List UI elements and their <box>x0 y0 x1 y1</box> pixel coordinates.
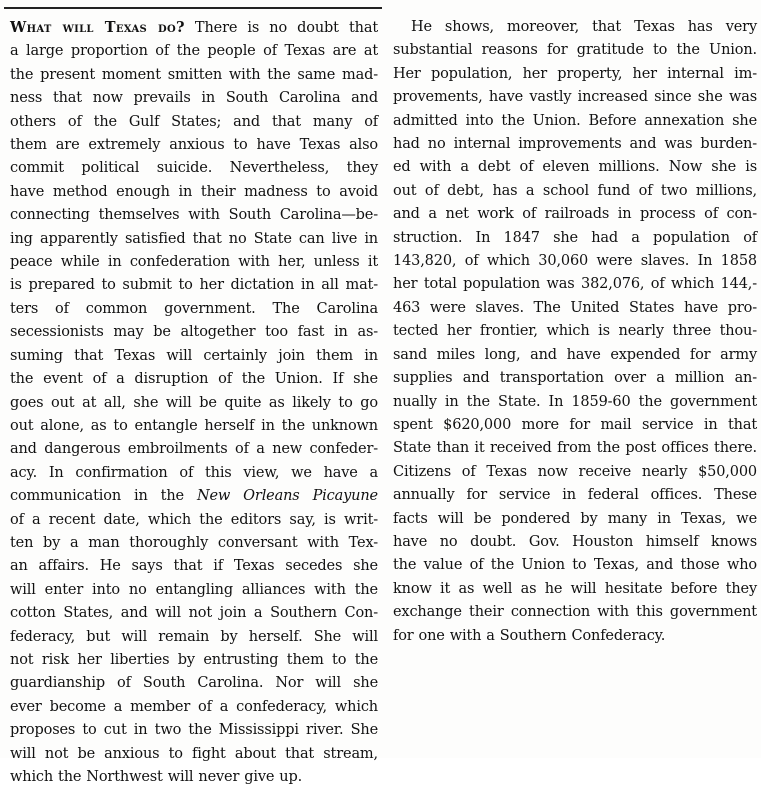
text-line: for one with a Southern Confederacy. <box>393 627 666 644</box>
text-line: ever become a member of a confederacy, which <box>10 698 378 715</box>
text-line: out alone, as to entangle herself in the unknown <box>10 417 378 434</box>
text-line: proposes to cut in two the Mississippi river. She <box>10 722 378 739</box>
text-line: ters of common government. The Carolina <box>10 300 378 317</box>
text-line: suming that Texas will certainly join them in <box>10 347 378 364</box>
text-line: out of debt, has a school fund of two millions, <box>393 182 757 199</box>
text-line: secessionists may be altogether too fast in as- <box>10 324 378 341</box>
text-fragment: There is no doubt that <box>184 20 379 36</box>
text-line: annually for service in federal offices. These <box>393 487 757 504</box>
text-line <box>10 16 378 40</box>
text-line: her total population was 382,076, of which 144,- <box>393 276 757 293</box>
right-column <box>393 16 757 648</box>
text-line: facts will be pondered by many in Texas, we <box>393 510 757 527</box>
text-line: nually in the State. In 1859-60 the government <box>393 393 757 410</box>
text-line: commit political suicide. Nevertheless, they <box>10 160 378 177</box>
text-line: admitted into the Union. Before annexation she <box>393 112 757 129</box>
text-line: cotton States, and will not join a Southern Con- <box>10 605 378 622</box>
text-line: the value of the Union to Texas, and those who <box>393 557 757 574</box>
newspaper-name: New Orleans Picayune <box>196 488 378 505</box>
text-line <box>10 485 378 508</box>
text-line: will not be anxious to fight about that stream, <box>10 745 378 762</box>
text-line: have no doubt. Gov. Houston himself knows <box>393 533 757 550</box>
text-fragment: communication in the <box>10 488 197 505</box>
text-line: Her population, her property, her internal im- <box>393 65 757 82</box>
text-line: State than it received from the post offices there. <box>393 440 757 457</box>
text-line: tected her frontier, which is nearly three thou- <box>393 323 757 340</box>
text-line: exchange their connection with this government <box>393 604 757 621</box>
left-column <box>10 16 378 789</box>
text-line: not risk her liberties by entrusting them to the <box>10 651 378 668</box>
text-line: the present moment smitten with the same mad- <box>10 66 378 83</box>
text-line: of a recent date, which the editors say, is writ- <box>10 511 378 528</box>
text-line: connecting themselves with South Carolina—be- <box>10 207 378 224</box>
column-rule <box>4 7 382 9</box>
article-heading: What will Texas do? <box>10 19 185 36</box>
text-line: have method enough in their madness to avoid <box>10 183 378 200</box>
text-line: the event of a disruption of the Union. If she <box>10 371 378 388</box>
text-line: others of the Gulf States; and that many of <box>10 113 378 130</box>
text-line: and a net work of railroads in process of con- <box>393 206 757 223</box>
text-line: which the Northwest will never give up. <box>10 769 303 785</box>
text-line: is prepared to submit to her dictation in all mat- <box>10 277 378 294</box>
text-line: Citizens of Texas now receive nearly $50,000 <box>393 463 757 480</box>
text-line: and dangerous embroilments of a new confeder- <box>10 441 378 458</box>
text-line: 143,820, of which 30,060 were slaves. In 1858 <box>393 253 757 270</box>
text-line: ing apparently satisfied that no State can live in <box>10 230 378 247</box>
text-line: ness that now prevails in South Carolina and <box>10 90 378 107</box>
text-line: ed with a debt of eleven millions. Now she is <box>393 159 757 176</box>
text-line: He shows, moreover, that Texas has very <box>411 19 757 35</box>
text-line: them are extremely anxious to have Texas also <box>10 137 378 154</box>
text-line: provements, have vastly increased since she was <box>393 89 757 106</box>
text-line: guardianship of South Carolina. Nor will she <box>10 675 378 692</box>
text-line: had no internal improvements and was burden- <box>393 136 757 153</box>
text-line: sand miles long, and have expended for army <box>393 346 757 363</box>
text-line: spent $620,000 more for mail service in that <box>393 416 757 433</box>
text-line: acy. In confirmation of this view, we have a <box>10 464 378 481</box>
text-line: peace while in confederation with her, unless it <box>10 254 378 271</box>
text-line: a large proportion of the people of Texas are at <box>10 43 378 60</box>
text-line: supplies and transportation over a million an- <box>393 370 757 387</box>
text-line: struction. In 1847 she had a population of <box>393 229 757 246</box>
text-line: ten by a man thoroughly conversant with Tex- <box>10 534 378 551</box>
text-line: an affairs. He says that if Texas secedes she <box>10 558 378 575</box>
text-line: federacy, but will remain by herself. She will <box>10 628 378 645</box>
text-line: goes out at all, she will be quite as likely to go <box>10 394 378 411</box>
text-line: will enter into no entangling alliances with the <box>10 581 378 598</box>
text-line: substantial reasons for gratitude to the Union. <box>393 42 757 59</box>
text-line: 463 were slaves. The United States have pro- <box>393 299 757 316</box>
text-line: know it as well as he will hesitate before they <box>393 580 757 597</box>
